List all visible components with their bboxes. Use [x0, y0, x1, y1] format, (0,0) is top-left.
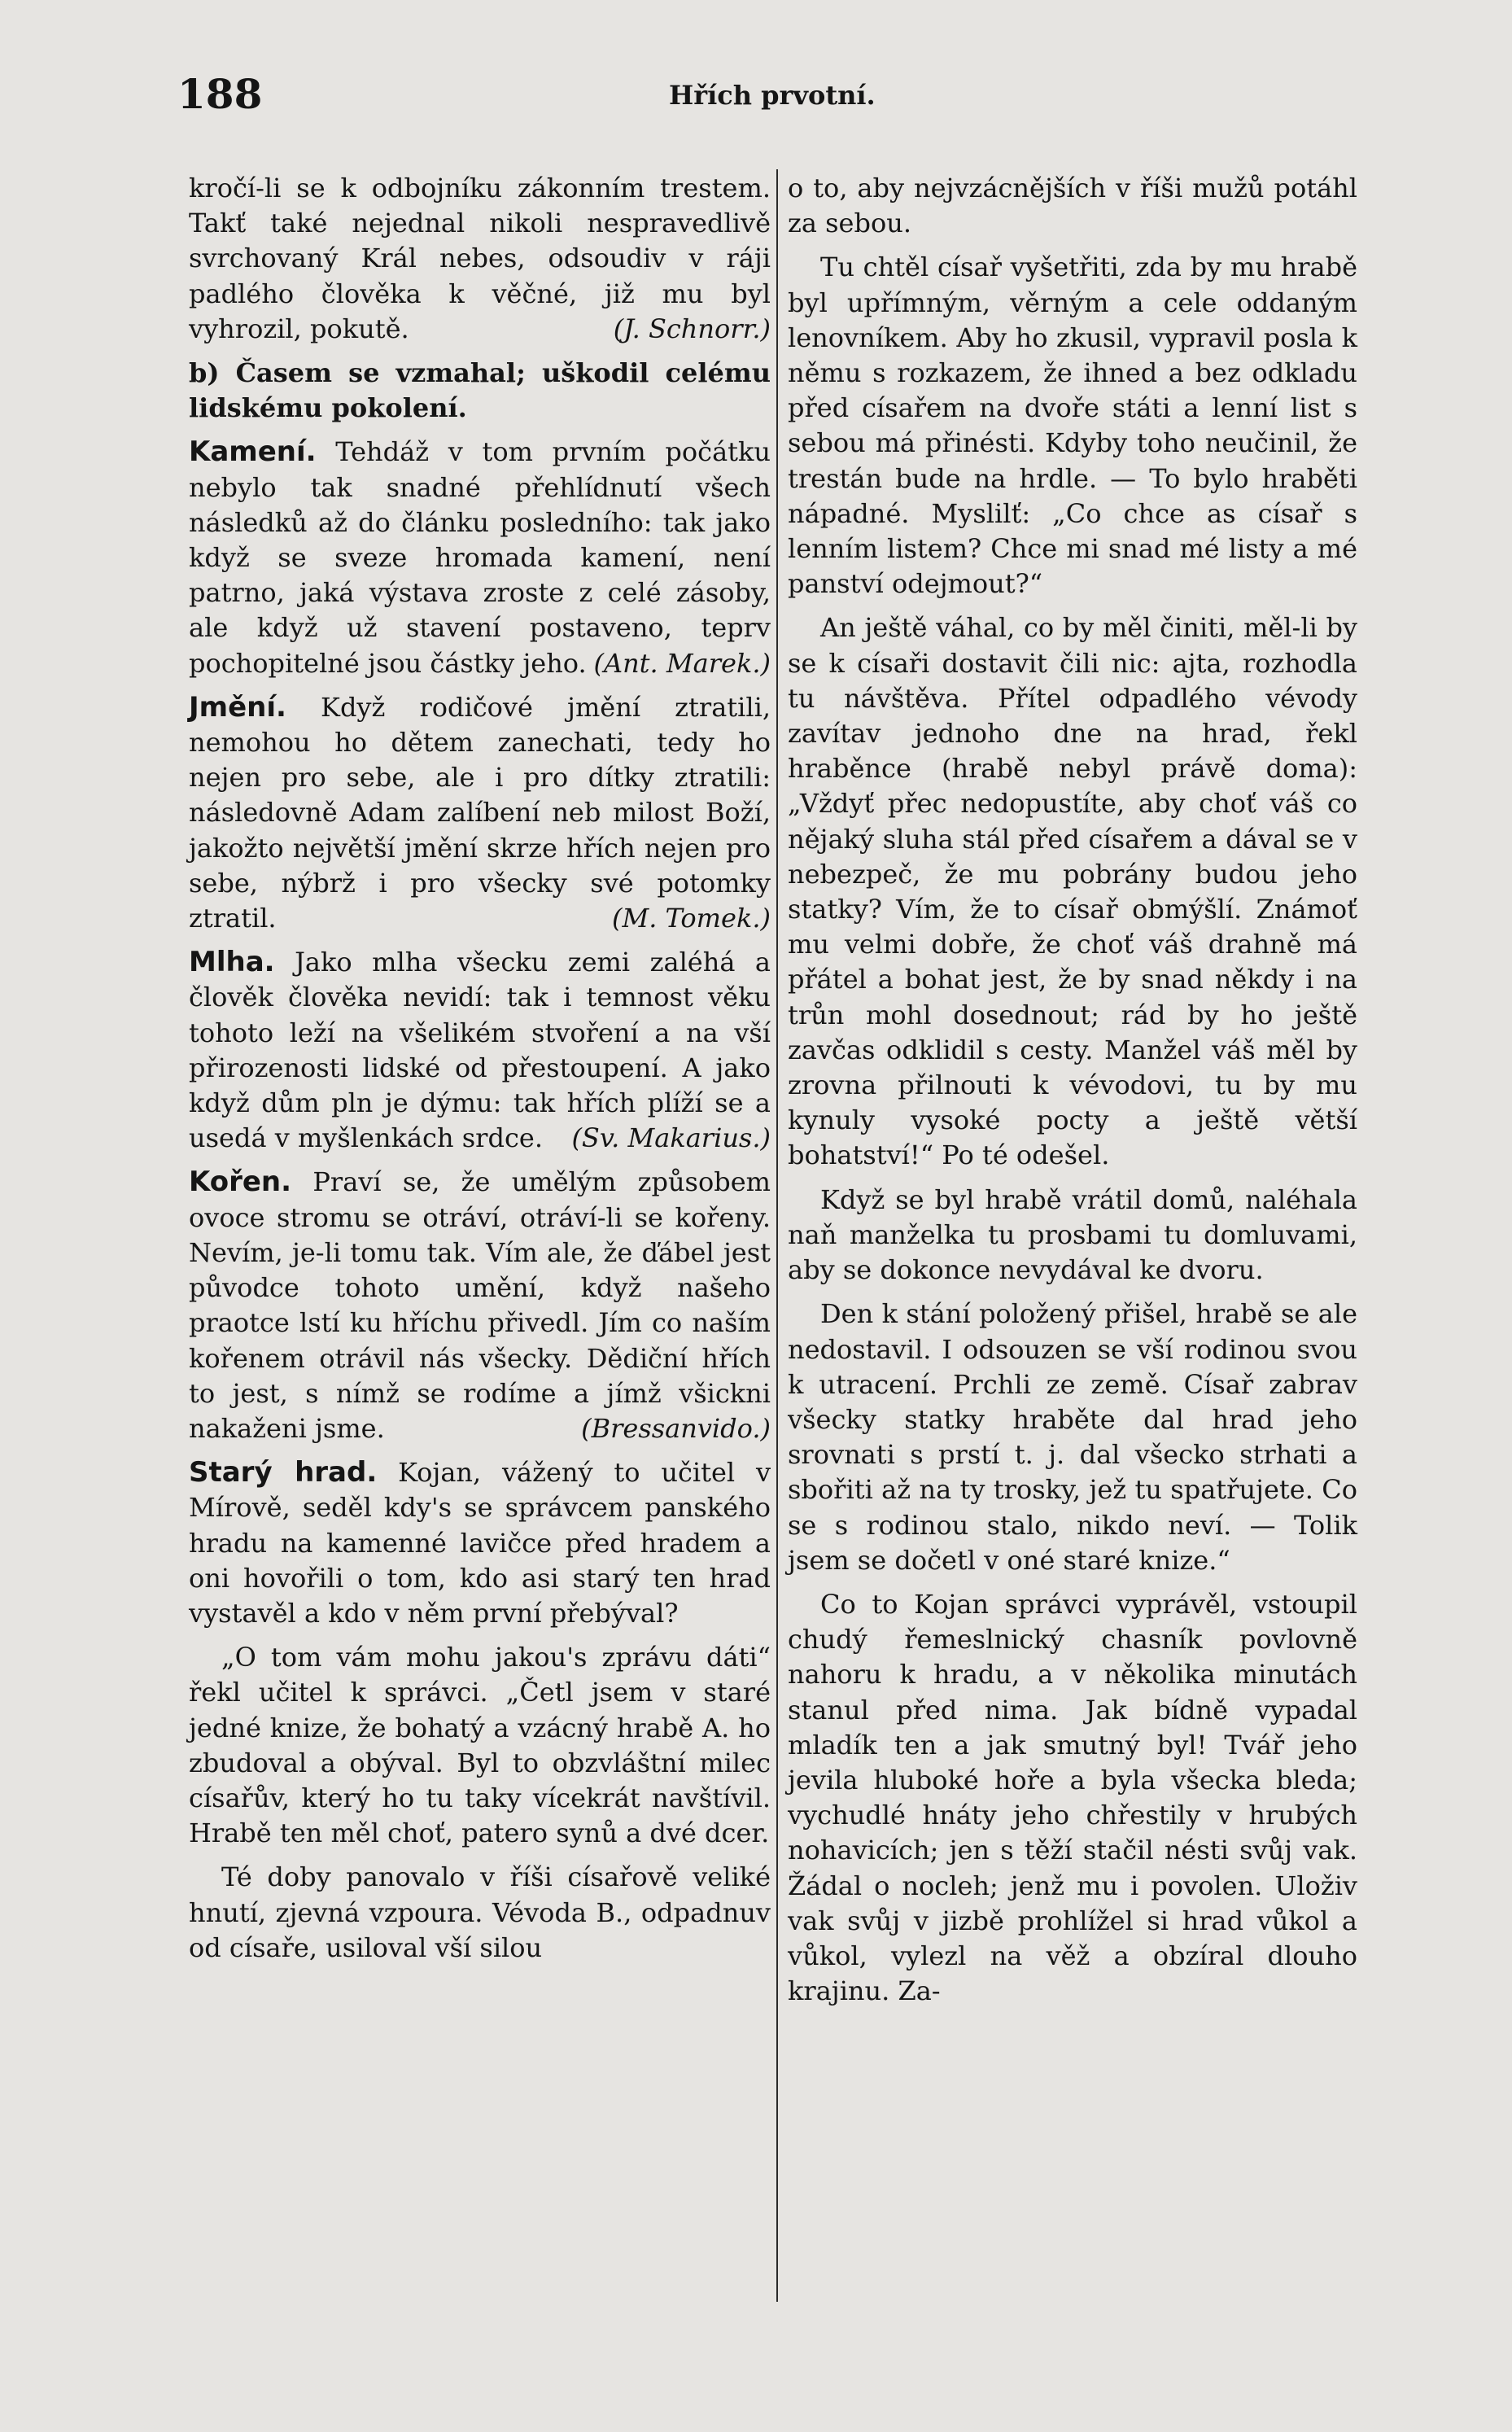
paragraph-story: Den k stání položený přišel, hrabě se ale nedostavil. I odsouzen se vší rodinou svou k utracení. Prchli ze země. Císař zabrav všecky statky hraběte dal hrad jeho srovnati s prstí t. j. dal všecko strhati a sbořiti až na ty trosky, jež tu spatřujete. Co se s rodinou stalo, nikdo neví. — Tolik jsem se dočetl v oné staré knize.“	[788, 1298, 1357, 1576]
paragraph-punishment	[189, 171, 771, 347]
entry-mlha	[189, 945, 771, 1156]
paragraph-text: kročí-li se k odbojníku zákonním trestem. Takť také nejednal nikoli nespravedlivě svrchovaný Král nebes, odsoudiv v ráji padlého člověka k věčné, již mu byl vyhrozil, pokutě.	[189, 173, 771, 344]
section-subheading: b) Časem se vzmahal; uškodil celému lidskému pokolení.	[189, 357, 771, 424]
paragraph-story: „O tom vám mohu jakou's zprávu dáti“ řekl učitel k správci. „Četl jsem v staré jedné knize, že bohatý a vzácný hrabě A. ho zbudoval a obýval. Byl to obzvláštní milec císařův, který ho tu taky vícekrát navštívil. Hrabě ten měl choť, patero synů a dvé dcer.	[189, 1642, 771, 1849]
source-citation: (Sv. Makarius.)	[571, 1122, 771, 1154]
entry-keyword: Starý hrad.	[189, 1456, 378, 1489]
running-head: Hřích prvotní.	[669, 80, 876, 111]
paragraph-story: Co to Kojan správci vyprávěl, vstoupil chudý řemeslnický chasník povlovně nahoru k hradu, a v několika minutách stanul před nima. Jak bídně vypadal mladík ten a jak smutný byl! Tvář jeho jevila hluboké hoře a byla všecka bleda; vychudlé hnáty jeho chřestily v hrubých nohavicích; jen s těží stačil nésti svůj vak. Žádal o nocleh; jenž mu i povolen. Uloživ vak svůj v jizbě prohlížel si hrad vůkol a vůkol, vylezl na věž a obzíral dlouho krajinu. Za-	[788, 1588, 1357, 2007]
entry-text: Kojan, vážený to učitel v Mírově, seděl kdy's se správcem panského hradu na kamenné lavičce před hradem a oni hovořili o tom, kdo asi starý ten hrad vystavěl a kdo v něm první přebýval?	[189, 1457, 771, 1629]
source-citation: (J. Schnorr.)	[613, 313, 771, 344]
paragraph-story: Když se byl hrabě vrátil domů, naléhala naň manželka tu prosbami tu domluvami, aby se dokonce nevydával ke dvoru.	[788, 1183, 1357, 1286]
paragraph-story: Tu chtěl císař vyšetřiti, zda by mu hrabě byl upřímným, věrným a cele oddaným lenovníkem. Aby ho zkusil, vypravil posla k němu s rozkazem, že ihned a bez odkladu před císařem na dvoře státi a lenní list s sebou má přinésti. Kdyby toho neučinil, že trestán bude na hrdle. — To bylo hraběti nápadné. Myslilť: „Co chce as císař s lenním listem? Chce mi snad mé listy a mé panství odejmout?“	[788, 252, 1357, 600]
source-citation: (M. Tomek.)	[611, 903, 771, 934]
paragraph-story: Té doby panovalo v říši císařově veliké hnutí, zjevná vzpoura. Vévoda B., odpadnuv od císaře, usiloval vší silou	[189, 1861, 771, 1963]
source-citation: (Bressanvido.)	[581, 1412, 771, 1444]
source-citation: (Ant. Marek.)	[593, 647, 771, 679]
entry-text: Jako mlha všecku zemi zaléhá a člověk člověka nevidí: tak i temnost věku tohoto leží na všelikém stvoření a na vší přirozenosti lidské od přestoupení. A jako když dům pln je dýmu: tak hřích plíží se a usedá v myšlenkách srdce.	[189, 947, 771, 1154]
entry-text: Tehdáž v tom prvním počátku nebylo tak snadné přehlídnutí všech následků až do článku posledního: tak jako když se sveze hromada kamení, není patrno, jaká výstava zroste z celé zásoby, ale když už stavení postaveno, teprv pochopitelné jsou částky jeho.	[189, 436, 771, 679]
left-column	[189, 171, 771, 1975]
paragraph-story: o to, aby nejvzácnějších v říši mužů potáhl za sebou.	[788, 173, 1357, 239]
right-column	[788, 171, 1357, 2018]
entry-text: Když rodičové jmění ztratili, nemohou ho dětem zanechati, tedy ho nejen pro sebe, ale i pro dítky ztratili: následovně Adam zalíbení neb milost Boží, jakožto největší jmění skrze hřích nejen pro sebe, nýbrž i pro všecky své potomky ztratil.	[189, 691, 771, 934]
entry-text: Praví se, že umělým způsobem ovoce stromu se otráví, otráví-li se kořeny. Nevím, je-li tomu tak. Vím ale, že ďábel jest původce tohoto umění, když našeho praotce lstí ku hříchu přivedl. Jím co naším kořenem otrávil nás všecky. Dědiční hřích to jest, s nímž se rodíme a jímž všickni nakaženi jsme.	[189, 1166, 771, 1444]
entry-koren	[189, 1165, 771, 1446]
entry-kameni	[189, 435, 771, 680]
entry-keyword: Jmění.	[189, 690, 286, 724]
entry-stary-hrad	[189, 1455, 771, 1631]
entry-jmeni	[189, 690, 771, 936]
entry-keyword: Kořen.	[189, 1166, 292, 1199]
entry-keyword: Mlha.	[189, 946, 275, 979]
entry-keyword: Kamení.	[189, 435, 317, 469]
page-number: 188	[177, 70, 263, 118]
column-divider	[776, 169, 778, 2302]
paragraph-story: An ještě váhal, co by měl činiti, měl-li by se k císaři dostavit čili nic: ajta, rozhodla tu návštěva. Přítel odpadlého vévody zavítav jednoho dne na hrad, řekl hraběnce (hrabě nebyl právě doma): „Vždyť přec nedopustíte, aby choť váš co nějaký sluha stál před císařem a dával se v nebezpeč, že mu pobrány budou jeho statky? Vím, že to císař obmýšlí. Známoť mu velmi dobře, že choť váš drahně má přátel a bohat jest, že by snad někdy i na trůn mohl dosednout; rád by ho ještě zavčas odklidil s cesty. Manžel váš měl by zrovna přilnouti k vévodovi, tu by mu kynuly vysoké pocty a ještě větší bohatství!“ Po té odešel.	[788, 612, 1357, 1171]
